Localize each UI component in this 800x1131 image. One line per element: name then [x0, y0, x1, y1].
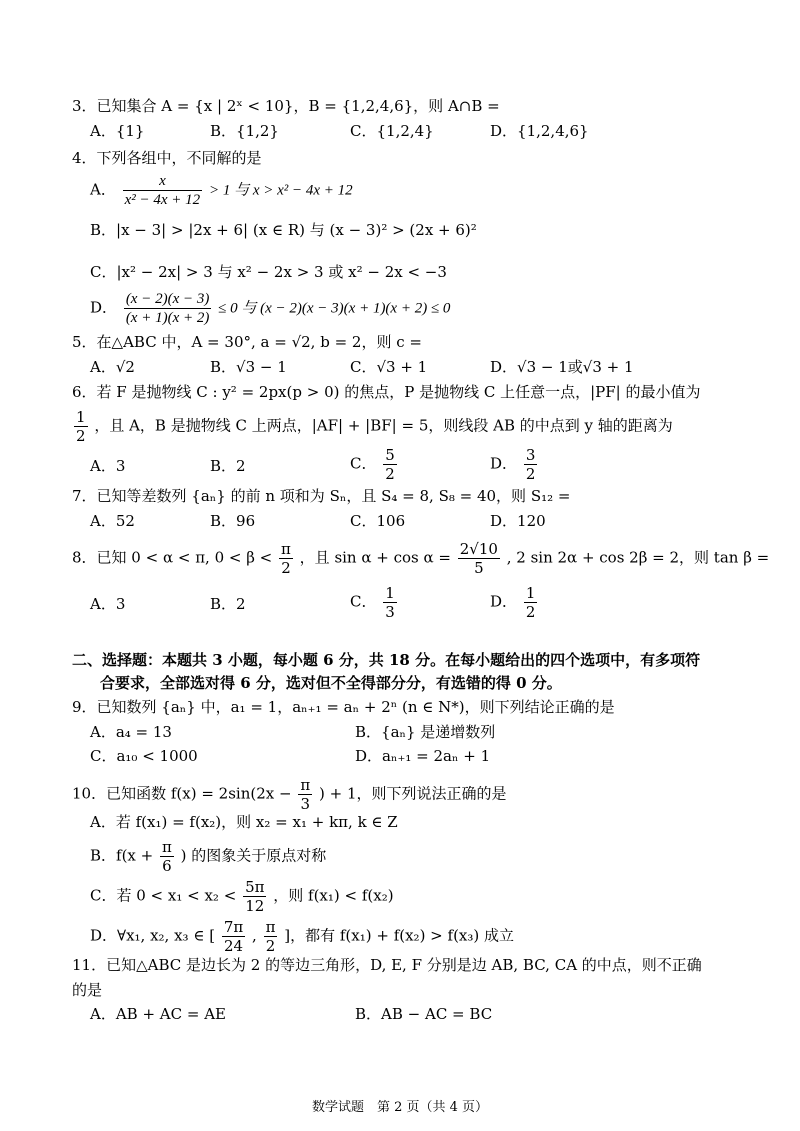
q11-stem-line1: 11．已知△ABC 是边长为 2 的等边三角形，D, E, F 分别是边 AB, BC, CA 的中点，则不正确	[72, 956, 702, 974]
q11-option-b: B．AB − AC = BC	[355, 1005, 493, 1023]
q4-option-a: A． $\frac{x}{\text{x² − 4x + 12}}$ > 1 与 x > x² − 4x + 12	[90, 173, 353, 208]
q8-option-c-numerator: 1	[385, 584, 395, 602]
q4-d-denominator: (x + 1)(x + 2)	[125, 310, 210, 326]
q8-option-d-fraction	[524, 584, 538, 621]
q8-option-c-fraction	[383, 584, 397, 621]
q6-half-fraction	[74, 408, 88, 445]
q6-stem-line2	[72, 408, 673, 445]
q9-option-b: B．{aₙ} 是递增数列	[355, 723, 496, 741]
q6-option-b: B．2	[210, 457, 246, 475]
q3-option-d: D．{1,2,4,6}	[490, 122, 589, 140]
q10-option-d-post: ]，都有 f(x₁) + f(x₂) > f(x₃) 成立	[284, 926, 515, 945]
page-footer: 数学试题 第 2 页（共 4 页）	[311, 1100, 489, 1115]
q10-option-c-denominator: 12	[245, 897, 265, 915]
q7-option-b: B．96	[210, 512, 256, 530]
q10-option-c-numerator: 5π	[245, 878, 265, 896]
q10-option-b-fraction	[160, 838, 174, 875]
q8-option-c-denominator: 3	[385, 603, 395, 621]
q4-option-c: C．|x² − 2x| > 3 与 x² − 2x > 3 或 x² − 2x < −3	[90, 263, 447, 281]
q4-stem: 4．下列各组中，不同解的是	[72, 149, 262, 167]
q6-stem-line2-text: ，且 A，B 是抛物线 C 上两点，|AF| + |BF| = 5，则线段 AB 的中点到 y 轴的距离为	[94, 416, 673, 435]
q10-option-d-denominator1: 24	[224, 937, 244, 955]
q10-option-b	[90, 838, 326, 875]
q10-option-d-denominator2: 2	[265, 937, 276, 955]
q10-stem	[72, 776, 507, 813]
q7-option-c: C．106	[350, 512, 406, 530]
q4-d-fraction	[124, 290, 212, 327]
q8-option-c-label: C．	[350, 592, 377, 611]
q6-option-c	[350, 446, 399, 483]
q3-option-b: B．{1,2}	[210, 122, 279, 140]
q4-a-fraction	[123, 172, 203, 209]
q6-option-d-denominator: 2	[525, 465, 536, 483]
q10-pi-third-fraction	[298, 776, 312, 813]
q6-option-c-fraction	[383, 446, 397, 483]
q4-d-rest: ≤ 0 与 (x − 2)(x − 3)(x + 1)(x + 2) ≤ 0	[218, 300, 451, 317]
q10-option-b-denominator: 6	[162, 857, 172, 875]
q8-stem-b: ，且 sin α + cos α =	[299, 548, 451, 567]
q6-option-c-numerator: 5	[385, 446, 395, 464]
q10-option-d-fraction2	[264, 918, 278, 955]
q6-option-d-fraction	[524, 446, 538, 483]
section2-heading-line1: 二、选择题：本题共 3 小题，每小题 6 分，共 18 分。在每小题给出的四个选项中，有多项符	[72, 651, 701, 669]
q10-option-d: D．∀x₁, x₂, x₃ ∈ [ $\frac{7\pi}{24}$ , $\frac{\pi}{2}$ ]，都有 f(x₁) + f(x₂) > f(x₃) 成立	[90, 918, 515, 955]
q8-pi-half-fraction	[279, 540, 293, 577]
q9-stem: 9．已知数列 {aₙ} 中，a₁ = 1，aₙ₊₁ = aₙ + 2ⁿ (n ∈ N*)，则下列结论正确的是	[72, 698, 615, 716]
q10-option-d-pre: D．∀x₁, x₂, x₃ ∈ [	[90, 926, 216, 945]
q8-stem	[72, 540, 769, 577]
q10-option-c	[90, 878, 394, 915]
q4-d-numerator: (x − 2)(x − 3)	[125, 291, 210, 307]
q10-option-b-post: ) 的图象关于原点对称	[180, 846, 327, 865]
q8-pi-denominator: 2	[281, 559, 291, 577]
q6-option-d	[490, 446, 539, 483]
q8-option-a: A．3	[90, 595, 126, 613]
q10-option-d-fraction1	[222, 918, 245, 955]
q8-root-fraction	[458, 540, 500, 577]
q9-option-c: C．a₁₀ < 1000	[90, 747, 198, 765]
q3-stem: 3．已知集合 A = {x | 2ˣ < 10}，B = {1,2,4,6}，则 A∩B =	[72, 97, 500, 115]
q6-option-d-label: D．	[490, 454, 518, 473]
q8-root-denominator: 5	[474, 559, 484, 577]
q10-option-b-numerator: π	[162, 838, 172, 856]
q4-a-numerator: x	[123, 172, 203, 191]
q8-option-d-numerator: 1	[525, 584, 536, 602]
q4-option-b: B．|x − 3| > |2x + 6| (x ∈ R) 与 (x − 3)² > (2x + 6)²	[90, 221, 477, 239]
q7-stem: 7．已知等差数列 {aₙ} 的前 n 项和为 Sₙ，且 S₄ = 8, S₈ = 40，则 S₁₂ =	[72, 487, 571, 505]
q10-option-d-numerator1: 7π	[223, 918, 244, 936]
q5-option-d: D．√3 − 1或√3 + 1	[490, 358, 634, 376]
q10-option-c-post: ，则 f(x₁) < f(x₂)	[273, 886, 394, 905]
q6-stem-line1: 6．若 F 是抛物线 C : y² = 2px(p > 0) 的焦点，P 是抛物线 C 上任意一点，|PF| 的最小值为	[72, 383, 701, 401]
q4-a-denominator: x² − 4x + 12	[124, 192, 201, 208]
q8-option-c	[350, 584, 399, 621]
q7-option-a: A．52	[90, 512, 135, 530]
q10-pi-numerator: π	[300, 776, 311, 794]
q4-a-rest: > 1 与 x > x² − 4x + 12	[208, 182, 353, 199]
q10-option-c-fraction	[243, 878, 266, 915]
q10-option-d-numerator2: π	[265, 918, 276, 936]
q8-root-numerator: 2√10	[459, 540, 498, 558]
q3-option-a: A．{1}	[90, 122, 145, 140]
q6-option-c-denominator: 2	[385, 465, 395, 483]
q10-stem-a: 10．已知函数 f(x) = 2sin(2x −	[72, 784, 292, 803]
q10-option-b-pre: B．f(x +	[90, 846, 154, 865]
q8-option-d-label: D．	[490, 592, 518, 611]
q6-option-a: A．3	[90, 457, 126, 475]
q5-option-a: A．√2	[90, 358, 135, 376]
q8-option-b: B．2	[210, 595, 246, 613]
q8-pi-numerator: π	[281, 540, 291, 558]
q6-half-denominator: 2	[76, 427, 86, 445]
q10-stem-b: ) + 1，则下列说法正确的是	[319, 784, 507, 803]
q5-option-b: B．√3 − 1	[210, 358, 287, 376]
q7-option-d: D．120	[490, 512, 546, 530]
q6-option-c-label: C．	[350, 454, 377, 473]
q5-stem: 5．在△ABC 中，A = 30°, a = √2, b = 2，则 c =	[72, 333, 422, 351]
q6-half-numerator: 1	[76, 408, 86, 426]
q8-option-d-denominator: 2	[525, 603, 536, 621]
q9-option-d: D．aₙ₊₁ = 2aₙ + 1	[355, 747, 491, 765]
q6-option-d-numerator: 3	[525, 446, 536, 464]
q11-stem-line2: 的是	[72, 981, 103, 999]
q10-option-a: A．若 f(x₁) = f(x₂)，则 x₂ = x₁ + kπ, k ∈ Z	[90, 813, 398, 831]
q11-option-a: A．AB + AC = AE	[90, 1005, 226, 1023]
q9-option-a: A．a₄ = 13	[90, 723, 172, 741]
q10-pi-denominator: 3	[300, 795, 311, 813]
q10-option-c-pre: C．若 0 < x₁ < x₂ <	[90, 886, 237, 905]
q8-stem-a: 8．已知 0 < α < π, 0 < β <	[72, 548, 273, 567]
section2-heading-line2: 合要求，全部选对得 6 分，选对但不全得部分分，有选错的得 0 分。	[100, 674, 562, 692]
q3-option-c: C．{1,2,4}	[350, 122, 434, 140]
q8-stem-c: , 2 sin 2α + cos 2β = 2，则 tan β =	[506, 548, 770, 567]
q8-option-d	[490, 584, 539, 621]
q4-option-d: D． $\frac{(x - 2)(x - 3)}{(x + 1)(x + 2)}$ ≤ 0 与 (x − 2)(x − 3)(x + 1)(x + 2) ≤ 0	[90, 291, 451, 326]
q5-option-c: C．√3 + 1	[350, 358, 428, 376]
